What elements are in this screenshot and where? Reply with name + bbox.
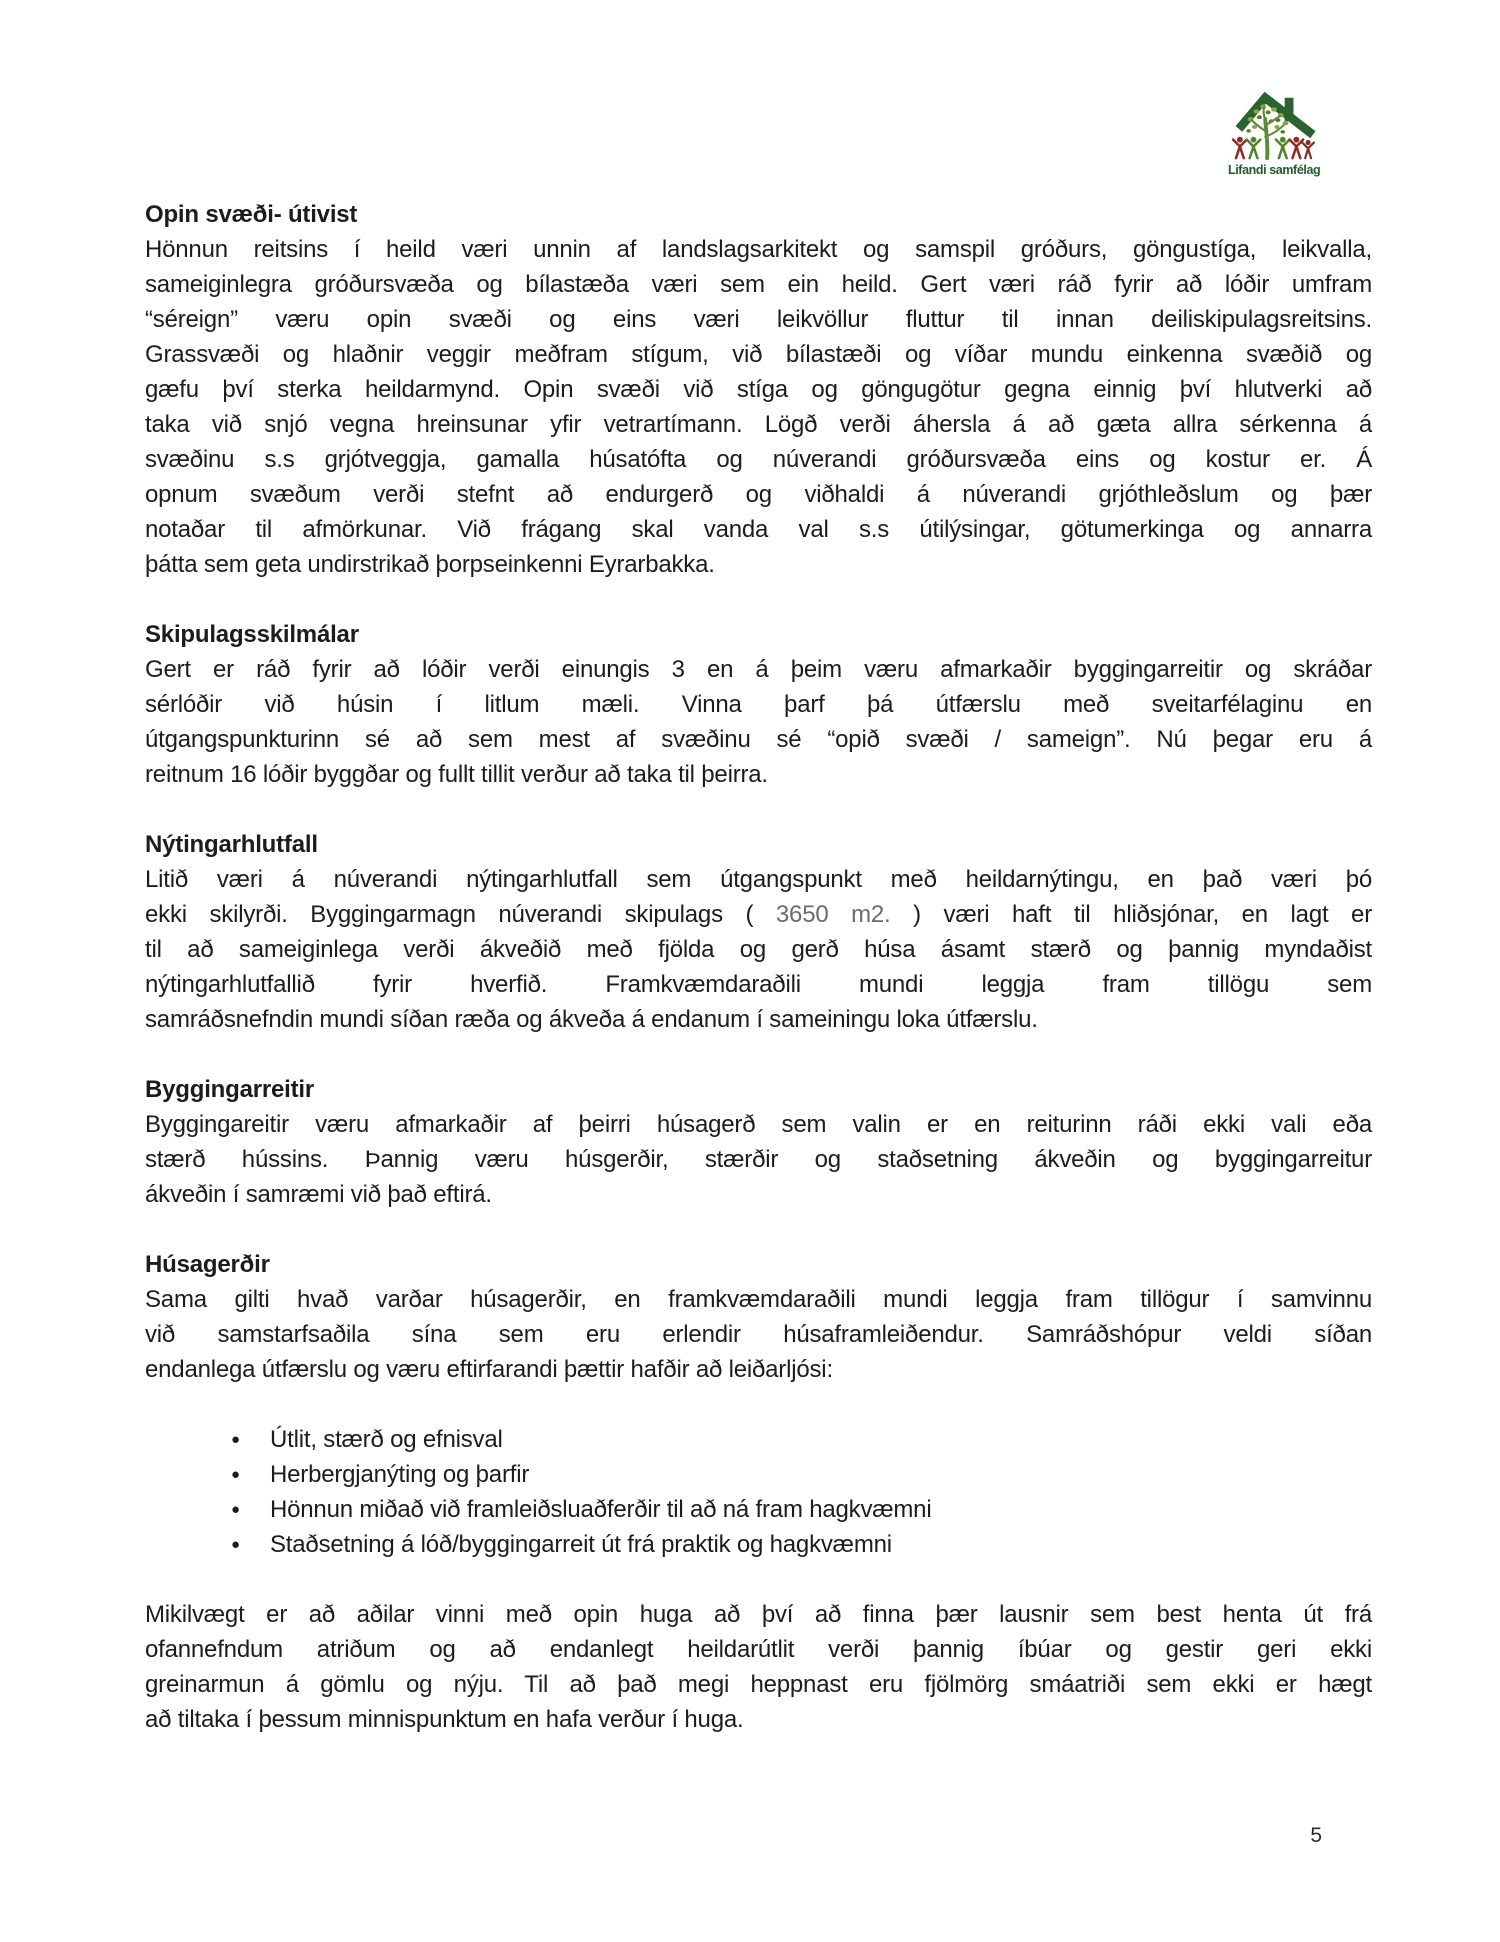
paragraph-line: notaðar til afmörkunar. Við frágang skal vanda val s.s útilýsingar, götumerkinga og annarra [145, 516, 1372, 543]
bullet-text: Herbergjanýting og þarfir [270, 1461, 530, 1488]
section-heading: Nýtingarhlutfall [145, 831, 318, 858]
bullet-icon: ● [231, 1501, 240, 1518]
bullet-item [145, 1422, 1372, 1457]
bullet-item [145, 1457, 1372, 1492]
paragraph-line: samráðsnefndin mundi síðan ræða og ákveða á endanum í sameiningu loka útfærslu. [145, 1006, 1038, 1033]
section-opin-sv-i-tivist [145, 197, 1372, 582]
paragraph-line: nýtingarhlutfallið fyrir hverfið. Framkvæmdaraðili mundi leggja fram tillögu sem [145, 971, 1372, 998]
logo [1228, 88, 1321, 177]
paragraph-line: “séreign” væru opin svæði og eins væri leikvöllur fluttur til innan deiliskipulagsreitsins. [145, 306, 1372, 333]
paragraph-line: Byggingareitir væru afmarkaðir af þeirri húsagerð sem valin er en reiturinn ráði ekki vali eða [145, 1111, 1372, 1138]
paragraph-line: Grassvæði og hlaðnir veggir meðfram stígum, við bílastæði og víðar mundu einkenna svæðið og [145, 341, 1372, 368]
paragraph-line: ofannefndum atriðum og að endanlegt heildarútlit verði þannig íbúar og gestir geri ekki [145, 1636, 1372, 1663]
section-heading: Opin svæði- útivist [145, 201, 358, 228]
document-content [145, 197, 1372, 1737]
bullet-item [145, 1492, 1372, 1527]
paragraph-line: sameiginlegra gróðursvæða og bílastæða væri sem ein heild. Gert væri ráð fyrir að lóðir umfram [145, 271, 1372, 298]
section-h-sager-ir [145, 1247, 1372, 1562]
paragraph-line: Litið væri á núverandi nýtingarhlutfall sem útgangspunkt með heildarnýtingu, en það væri þó [145, 866, 1372, 893]
paragraph-line: þátta sem geta undirstrikað þorpseinkenni Eyrarbakka. [145, 551, 715, 578]
paragraph-line: ákveðin í samræmi við það eftirá. [145, 1181, 492, 1208]
paragraph-line: stærð hússins. Þannig væru húsgerðir, stærðir og staðsetning ákveðin og byggingarreitur [145, 1146, 1372, 1173]
paragraph-line: ekki skilyrði. Byggingarmagn núverandi skipulags ( 3650 m2. ) væri haft til hliðsjónar, en lagt er [145, 901, 1372, 928]
bullet-icon: ● [231, 1536, 240, 1553]
paragraph-line: endanlega útfærslu og væru eftirfarandi þættir hafðir að leiðarljósi: [145, 1356, 833, 1383]
paragraph-line: greinarmun á gömlu og nýju. Til að það megi heppnast eru fjölmörg smáatriði sem ekki er hægt [145, 1671, 1372, 1698]
paragraph-line: reitnum 16 lóðir byggðar og fullt tillit verður að taka til þeirra. [145, 761, 768, 788]
paragraph-line: til að sameiginlega verði ákveðið með fjölda og gerð húsa ásamt stærð og þannig myndaðist [145, 936, 1372, 963]
logo-text: Lifandi samfélag [1228, 163, 1321, 177]
paragraph-line: sérlóðir við húsin í litlum mæli. Vinna þarf þá útfærslu með sveitarfélaginu en [145, 691, 1372, 718]
section-skipulagsskilm-lar [145, 617, 1372, 792]
paragraph-line: opnum svæðum verði stefnt að endurgerð og viðhaldi á núverandi grjóthleðslum og þær [145, 481, 1372, 508]
paragraph-line: Sama gilti hvað varðar húsagerðir, en framkvæmdaraðili mundi leggja fram tillögur í samvinnu [145, 1286, 1372, 1313]
section-closing [145, 1597, 1372, 1737]
paragraph-line: Hönnun reitsins í heild væri unnin af landslagsarkitekt og samspil gróðurs, göngustíga, leikvalla, [145, 236, 1372, 263]
paragraph-line: við samstarfsaðila sína sem eru erlendir húsaframleiðendur. Samráðshópur veldi síðan [145, 1321, 1372, 1348]
paragraph-line: taka við snjó vegna hreinsunar yfir vetrartímann. Lögð verði áhersla á að gæta allra sérkenna á [145, 411, 1372, 438]
bullet-item [145, 1527, 1372, 1562]
bullet-icon: ● [231, 1431, 240, 1448]
bullet-text: Hönnun miðað við framleiðsluaðferðir til að ná fram hagkvæmni [270, 1496, 932, 1523]
bullet-icon: ● [231, 1466, 240, 1483]
highlighted-value: 3650 m2. [775, 901, 891, 928]
bullet-text: Staðsetning á lóð/byggingarreit út frá praktik og hagkvæmni [270, 1531, 892, 1558]
paragraph-line: að tiltaka í þessum minnispunktum en hafa verður í huga. [145, 1706, 744, 1733]
section-heading: Byggingarreitir [145, 1076, 315, 1103]
paragraph-line: Mikilvægt er að aðilar vinni með opin huga að því að finna þær lausnir sem best henta út frá [145, 1601, 1372, 1628]
paragraph-line: svæðinu s.s grjótveggja, gamalla húsatófta og núverandi gróðursvæða eins og kostur er. Á [145, 446, 1372, 473]
logo-house-tree-icon [1229, 88, 1317, 164]
bullet-list [145, 1422, 1372, 1562]
paragraph-line: gæfu því sterka heildarmynd. Opin svæði við stíga og göngugötur gegna einnig því hlutverki að [145, 376, 1372, 403]
section-heading: Húsagerðir [145, 1251, 270, 1278]
paragraph-line: útgangspunkturinn sé að sem mest af svæðinu sé “opið svæði / sameign”. Nú þegar eru á [145, 726, 1372, 753]
section-heading: Skipulagsskilmálar [145, 621, 359, 648]
paragraph-line: Gert er ráð fyrir að lóðir verði einungis 3 en á þeim væru afmarkaðir byggingarreitir og skráðar [145, 656, 1372, 683]
bullet-text: Útlit, stærð og efnisval [270, 1426, 503, 1453]
section-n-tingarhlutfall [145, 827, 1372, 1037]
page-number: 5 [1310, 1824, 1322, 1847]
section-byggingarreitir [145, 1072, 1372, 1212]
